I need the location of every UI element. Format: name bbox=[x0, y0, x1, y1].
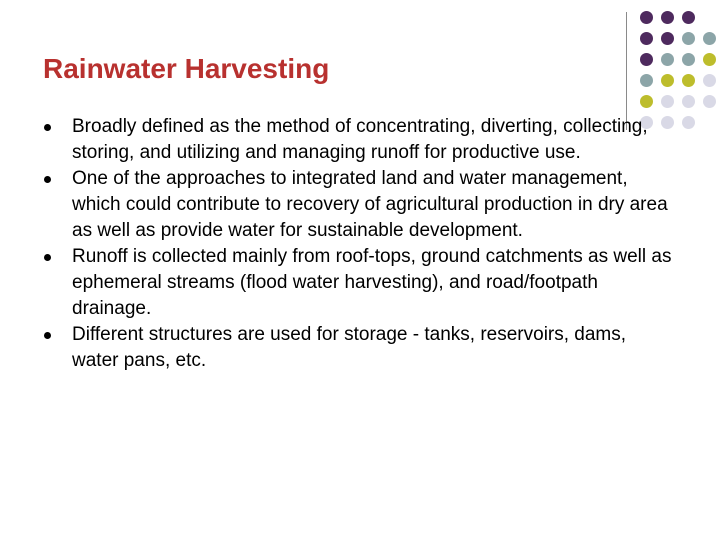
decorative-dot bbox=[640, 53, 653, 66]
decorative-dot bbox=[703, 32, 716, 45]
bullet-dot-icon bbox=[44, 176, 51, 183]
decorative-dot bbox=[661, 95, 674, 108]
decorative-dot bbox=[682, 11, 695, 24]
bullet-text: Runoff is collected mainly from roof-tops, ground catchments as well as ephemeral streams (flood water harvesting), and road/footpath drainage. bbox=[72, 246, 672, 319]
decorative-dot bbox=[661, 11, 674, 24]
vertical-divider bbox=[626, 12, 627, 130]
decorative-dot bbox=[661, 32, 674, 45]
bullet-text: Different structures are used for storage - tanks, reservoirs, dams, water pans, etc. bbox=[72, 324, 627, 371]
bullet-dot-icon bbox=[44, 254, 51, 261]
decorative-dot bbox=[682, 74, 695, 87]
bullet-item bbox=[44, 114, 674, 166]
decorative-dot bbox=[682, 53, 695, 66]
decorative-dot bbox=[682, 32, 695, 45]
bullet-item bbox=[44, 322, 674, 374]
decorative-dot bbox=[703, 74, 716, 87]
decorative-dot bbox=[703, 95, 716, 108]
decorative-dot bbox=[661, 53, 674, 66]
bullet-item bbox=[44, 244, 674, 322]
decorative-dot bbox=[640, 11, 653, 24]
decorative-dot bbox=[703, 53, 716, 66]
decorative-dot bbox=[682, 116, 695, 129]
decorative-dot bbox=[640, 74, 653, 87]
slide-title: Rainwater Harvesting bbox=[43, 53, 330, 84]
decorative-dot bbox=[640, 32, 653, 45]
bullet-item bbox=[44, 166, 674, 244]
bullet-dot-icon bbox=[44, 124, 51, 131]
decorative-dot bbox=[682, 95, 695, 108]
decorative-dot bbox=[661, 74, 674, 87]
bullet-text: One of the approaches to integrated land and water management, which could contribute to recovery of agricultural production in dry area as well as provide water for sustainable development. bbox=[72, 168, 668, 241]
decorative-dot bbox=[640, 95, 653, 108]
bullet-dot-icon bbox=[44, 332, 51, 339]
bullet-text: Broadly defined as the method of concentrating, diverting, collecting, storing, and utilizing and managing runoff for productive use. bbox=[72, 116, 648, 163]
bullet-list bbox=[44, 114, 674, 374]
